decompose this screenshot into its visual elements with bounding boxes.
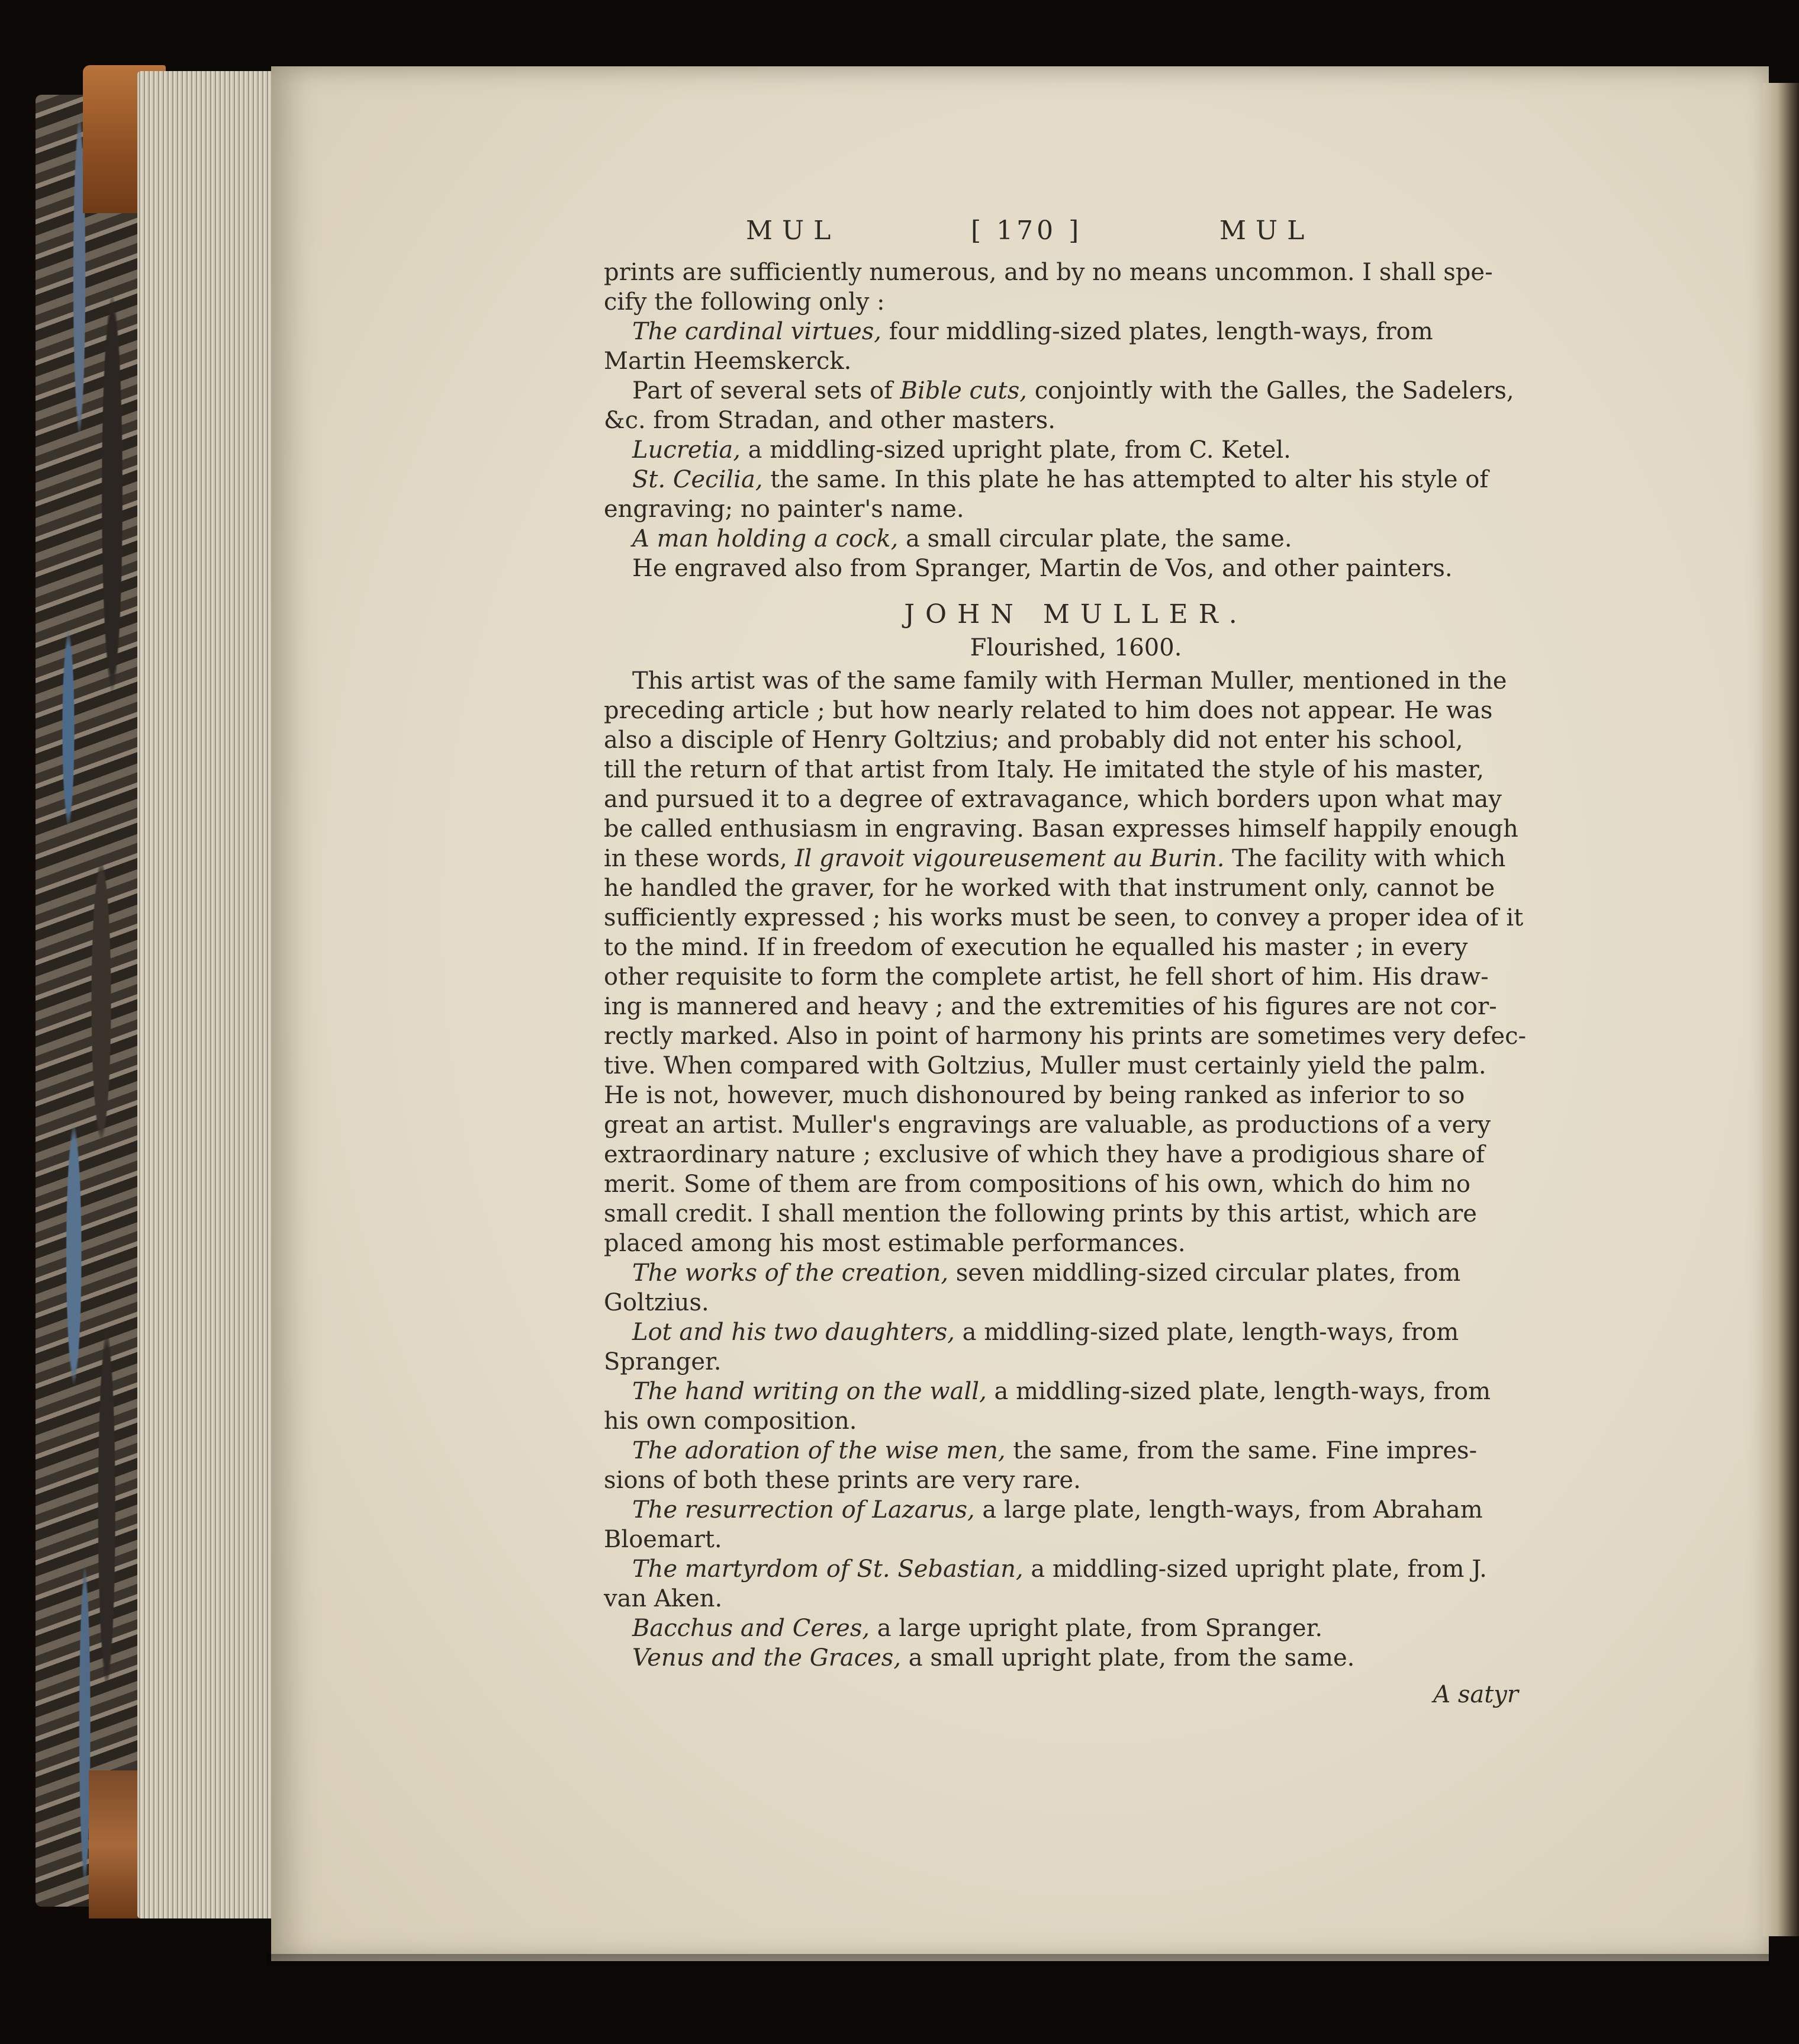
body-line: till the return of that artist from Italy. He imitated the style of his master, <box>604 756 1484 783</box>
print-entry-cont: Martin Heemskerck. <box>604 348 852 375</box>
header-left: MUL <box>746 216 841 246</box>
print-entry: The resurrection of Lazarus, a large plate, length-ways, from Abraham <box>632 1496 1483 1524</box>
print-entry: Bacchus and Ceres, a large upright plate, from Spranger. <box>632 1615 1323 1642</box>
page-shadow <box>266 1954 1770 1978</box>
body-line: small credit. I shall mention the following prints by this artist, which are <box>604 1200 1477 1227</box>
print-entry: Lot and his two daughters, a middling-sized plate, length-ways, from <box>632 1319 1459 1346</box>
print-entry: Venus and the Graces, a small upright plate, from the same. <box>632 1644 1355 1672</box>
body-line: tive. When compared with Goltzius, Muller must certainly yield the palm. <box>604 1052 1486 1079</box>
body-line: He is not, however, much dishonoured by being ranked as inferior to so <box>604 1082 1465 1109</box>
body-line: also a disciple of Henry Goltzius; and probably did not enter his school, <box>604 727 1463 754</box>
body-line: extraordinary nature ; exclusive of which they have a prodigious share of <box>604 1141 1485 1168</box>
page-number: [ 170 ] <box>971 216 1083 246</box>
body-line: and pursued it to a degree of extravagance, which borders upon what may <box>604 786 1502 813</box>
running-header <box>746 216 1415 258</box>
body-line: prints are sufficiently numerous, and by no means uncommon. I shall spe- <box>604 259 1493 286</box>
body-line: great an artist. Muller's engravings are valuable, as productions of a very <box>604 1111 1491 1139</box>
print-entry: The works of the creation, seven middling-sized circular plates, from <box>632 1259 1461 1287</box>
print-entry: Part of several sets of Bible cuts, conjointly with the Galles, the Sadelers, <box>632 377 1514 404</box>
body-line: in these words, Il gravoit vigoureusement au Burin. The facility with which <box>604 845 1506 872</box>
body-line: placed among his most estimable performances. <box>604 1230 1186 1257</box>
body-line: be called enthusiasm in engraving. Basan expresses himself happily enough <box>604 815 1518 843</box>
print-entry: He engraved also from Spranger, Martin de Vos, and other painters. <box>632 555 1453 582</box>
print-entry: The cardinal virtues, four middling-sized plates, length-ways, from <box>632 318 1433 345</box>
print-entry-cont: his own composition. <box>604 1407 857 1435</box>
body-line: sufficiently expressed ; his works must be seen, to convey a proper idea of it <box>604 904 1524 931</box>
page-edges <box>137 71 273 1918</box>
section-title: JOHN MULLER. <box>904 599 1248 629</box>
section-subtitle: Flourished, 1600. <box>970 634 1182 661</box>
print-entry: The martyrdom of St. Sebastian, a middling-sized upright plate, from J. <box>632 1556 1487 1583</box>
body-line: preceding article ; but how nearly related to him does not appear. He was <box>604 697 1493 724</box>
print-entry: Lucretia, a middling-sized upright plate, from C. Ketel. <box>632 436 1291 464</box>
body-line: ing is mannered and heavy ; and the extremities of his figures are not cor- <box>604 993 1497 1020</box>
catchword: A satyr <box>1433 1681 1518 1708</box>
print-entry-cont: Bloemart. <box>604 1526 722 1553</box>
page-text <box>604 216 1524 1709</box>
gutter-edge <box>1763 83 1799 1936</box>
print-entry: The hand writing on the wall, a middling-sized plate, length-ways, from <box>632 1378 1491 1405</box>
body-line: merit. Some of them are from compositions of his own, which do him no <box>604 1171 1470 1198</box>
body-line: he handled the graver, for he worked with that instrument only, cannot be <box>604 875 1495 902</box>
print-entry-cont: engraving; no painter's name. <box>604 496 964 523</box>
body-line: cify the following only : <box>604 288 885 316</box>
body-line: other requisite to form the complete artist, he fell short of him. His draw- <box>604 963 1489 991</box>
print-entry-cont: &c. from Stradan, and other masters. <box>604 407 1055 434</box>
print-entry: The adoration of the wise men, the same, from the same. Fine impres- <box>632 1437 1478 1464</box>
print-entry-cont: Spranger. <box>604 1348 722 1375</box>
body-line: to the mind. If in freedom of execution he equalled his master ; in every <box>604 934 1468 961</box>
marbled-cover <box>36 95 145 1907</box>
print-entry-cont: van Aken. <box>604 1585 723 1612</box>
print-entry-cont: sions of both these prints are very rare. <box>604 1467 1081 1494</box>
body-line: rectly marked. Also in point of harmony his prints are sometimes very defec- <box>604 1023 1526 1050</box>
header-right: MUL <box>1219 216 1314 246</box>
body-line: This artist was of the same family with Herman Muller, mentioned in the <box>632 667 1507 695</box>
print-entry-cont: Goltzius. <box>604 1289 709 1316</box>
print-entry: A man holding a cock, a small circular plate, the same. <box>632 525 1292 552</box>
print-entry: St. Cecilia, the same. In this plate he has attempted to alter his style of <box>632 466 1489 493</box>
